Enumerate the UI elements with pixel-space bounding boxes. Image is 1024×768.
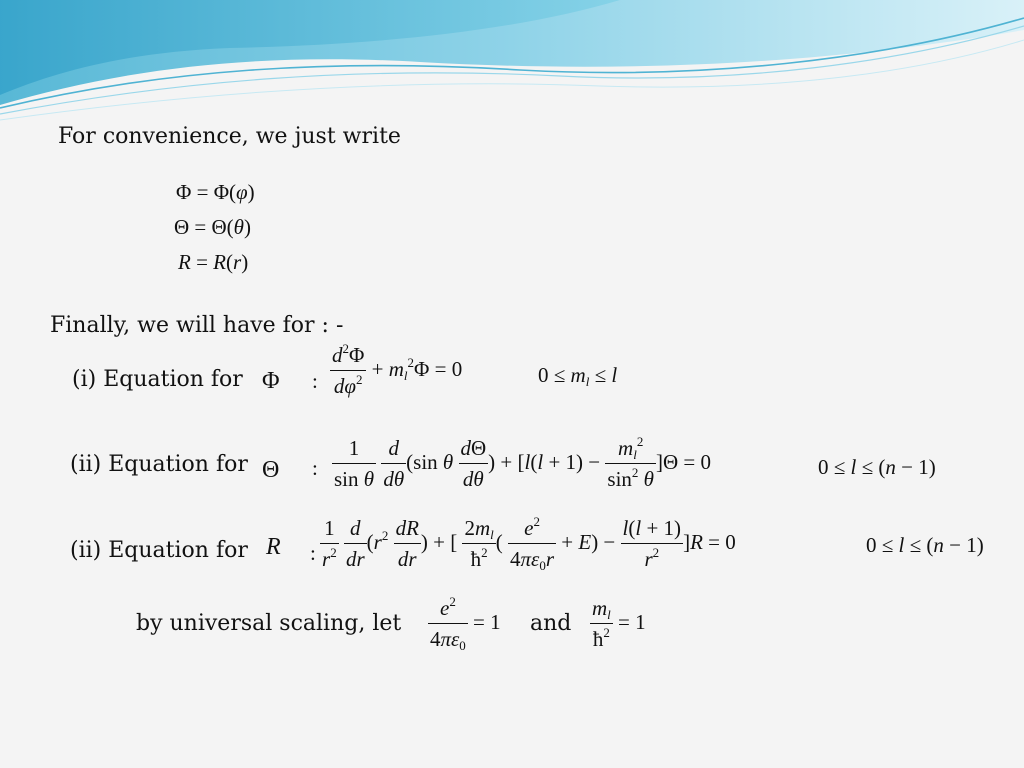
eq1-label: (i) Equation for bbox=[72, 367, 243, 392]
eq1-colon: : bbox=[312, 369, 318, 393]
intro-text: For convenience, we just write bbox=[58, 124, 401, 149]
equation-r: $\frac{1}{r^2}$ $\frac{d}{dr}$ ($r^2$ $\frac{dR}{dr}$ ) + [ $\frac{2ml}{ħ^2}$ ( $\frac{e^2}{4\pi\varepsilon 0r}$ + E) − $\frac{l(l + 1)}{r^2}$ ]R = 0 bbox=[322, 514, 736, 573]
scaling-condition-2: $\frac{ml}{ħ^2}$ = 1 bbox=[592, 596, 646, 651]
scaling-condition-1: $\frac{e^2}{4\pi\varepsilon 0}$ = 1 bbox=[430, 594, 501, 653]
eq1-range: 0 ≤ ml ≤ l bbox=[538, 363, 618, 389]
eq3-label: (ii) Equation for bbox=[70, 538, 248, 563]
eq1-symbol: Φ bbox=[262, 368, 280, 394]
definition-theta: Θ = Θ(θ) bbox=[174, 215, 251, 239]
eq3-symbol: R bbox=[266, 534, 281, 560]
header-wave-banner bbox=[0, 0, 1024, 125]
eq2-range: 0 ≤ l ≤ (n − 1) bbox=[818, 455, 936, 479]
eq2-label: (ii) Equation for bbox=[70, 452, 248, 477]
finally-text: Finally, we will have for : - bbox=[50, 313, 344, 338]
eq3-colon: : bbox=[310, 541, 316, 565]
eq3-range: 0 ≤ l ≤ (n − 1) bbox=[866, 533, 984, 557]
scaling-and: and bbox=[530, 611, 572, 636]
eq2-symbol: Θ bbox=[262, 457, 280, 483]
definition-r: R = R(r) bbox=[178, 250, 249, 274]
equation-phi: $\frac{d^2\Phi}{d\varphi^2}$ + $ml^2\Phi = 0$ bbox=[332, 341, 463, 398]
eq2-colon: : bbox=[312, 456, 318, 480]
scaling-text: by universal scaling, let bbox=[136, 611, 402, 636]
equation-theta: $\frac{1}{\text{sin θ}}$ $\frac{d}{d\theta}$ (sin θ $\frac{d\Theta}{d\theta}$ ) + [l(l + 1) − $\frac{ml^2}{\sin^2 \theta}$ ]Θ = 0 bbox=[334, 434, 711, 491]
definition-phi: Φ = Φ(φ) bbox=[176, 180, 255, 204]
